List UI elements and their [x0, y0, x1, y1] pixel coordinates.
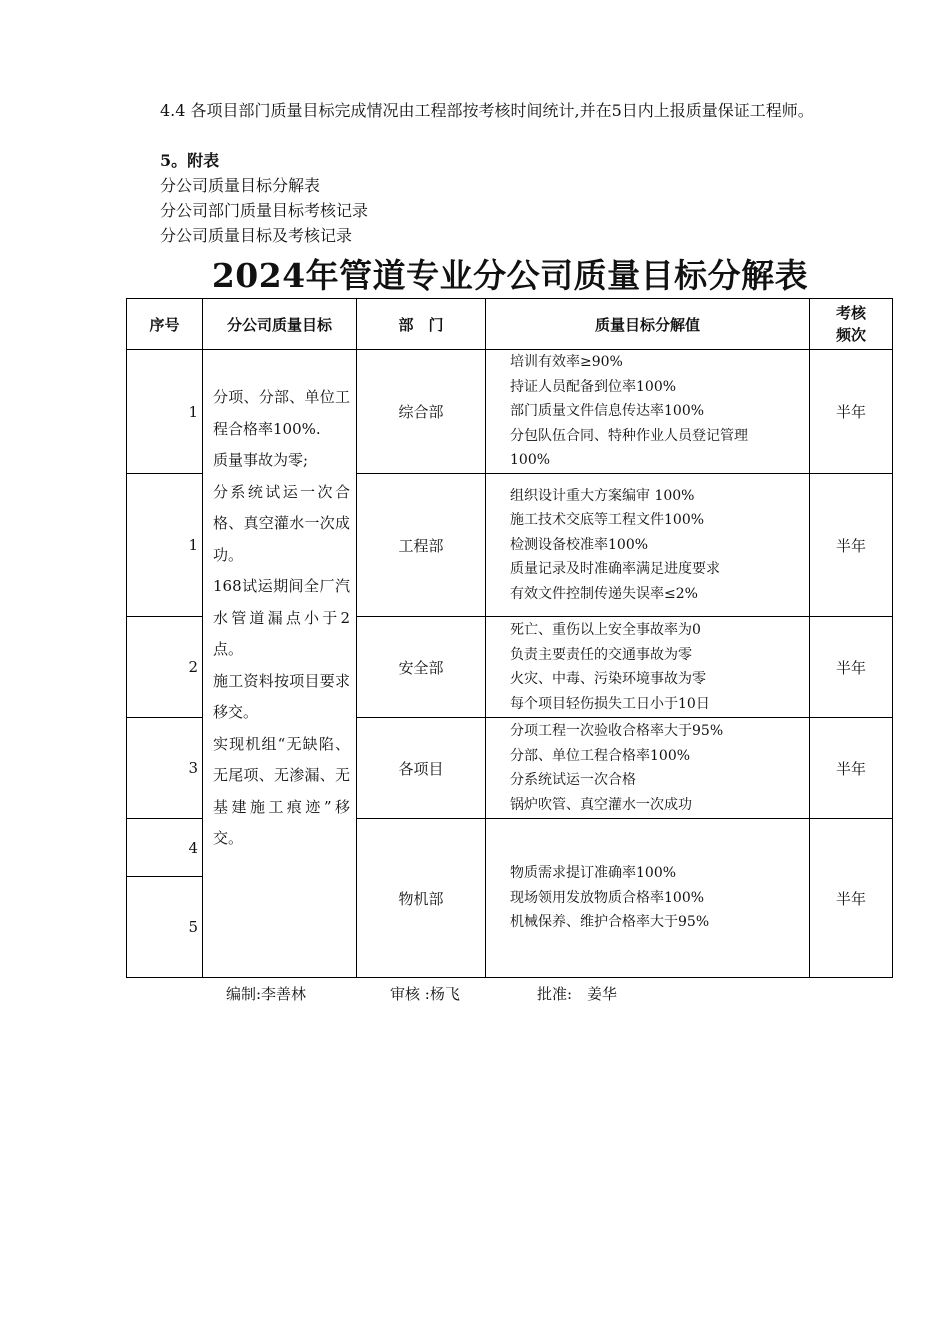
value-line: 检测设备校准率100% — [510, 536, 649, 553]
row-seq: 1 — [127, 474, 203, 617]
reviewed-by: 审核 :杨飞 — [390, 985, 460, 1003]
row-dept: 工程部 — [357, 474, 486, 617]
goal-line: 分系统试运一次合格、真空灌水一次成功。 — [213, 482, 350, 564]
paragraph-4-4: 4.4 各项目部门质量目标完成情况由工程部按考核时间统计,并在5日内上报质量保证工程师。 — [160, 101, 814, 120]
appendix-heading: 5。附表 — [160, 151, 220, 170]
row-dept: 安全部 — [357, 617, 486, 718]
row-freq: 半年 — [810, 819, 893, 978]
compiled-by: 编制:李善林 — [226, 985, 307, 1003]
row-dept: 综合部 — [357, 350, 486, 474]
row-seq: 1 — [127, 350, 203, 474]
header-dept: 部 门 — [357, 299, 486, 350]
goal-line: 168试运期间全厂汽水管道漏点小于2点。 — [213, 577, 350, 658]
row-dept: 物机部 — [357, 819, 486, 978]
row-values — [486, 819, 810, 978]
value-line: 分项工程一次验收合格率大于95% — [510, 723, 724, 739]
row-freq: 半年 — [810, 718, 893, 819]
header-values: 质量目标分解值 — [486, 299, 810, 350]
value-line: 100% — [510, 452, 551, 469]
row-seq: 4 — [127, 819, 203, 877]
value-line: 现场领用发放物质合格率100% — [510, 889, 705, 906]
value-line: 负责主要责任的交通事故为零 — [510, 646, 692, 663]
goal-line: 质量事故为零; — [213, 451, 309, 469]
row-freq: 半年 — [810, 617, 893, 718]
value-line: 机械保养、维护合格率大于95% — [510, 914, 710, 931]
header-seq: 序号 — [127, 299, 203, 350]
header-freq-line2: 频次 — [835, 326, 866, 344]
row-values — [486, 617, 810, 718]
row-freq: 半年 — [810, 350, 893, 474]
value-line: 部门质量文件信息传达率100% — [510, 403, 705, 420]
table-title: 2024年管道专业分公司质量目标分解表 — [211, 256, 809, 295]
value-line: 每个项目轻伤损失工日小于10日 — [510, 695, 710, 712]
value-line: 分包队伍合同、特种作业人员登记管理 — [510, 427, 748, 444]
header-freq — [810, 299, 893, 350]
row-freq: 半年 — [810, 474, 893, 617]
appendix-item-3: 分公司质量目标及考核记录 — [160, 226, 353, 245]
row-seq: 2 — [127, 617, 203, 718]
value-line: 锅炉吹管、真空灌水一次成功 — [510, 796, 692, 813]
quality-objective-table — [126, 298, 893, 978]
approved-by: 批准: 姜华 — [537, 985, 618, 1003]
goal-line: 实现机组“无缺陷、无尾项、无渗漏、无基建施工痕迹”移交。 — [213, 734, 350, 847]
value-line: 死亡、重伤以上安全事故率为0 — [510, 622, 701, 638]
table-row — [127, 350, 893, 474]
value-line: 组织设计重大方案编审 100% — [510, 487, 695, 504]
goal-line: 施工资料按项目要求移交。 — [213, 671, 350, 721]
header-goal: 分公司质量目标 — [203, 299, 357, 350]
value-line: 火灾、中毒、污染环境事故为零 — [510, 671, 706, 687]
value-line: 持证人员配备到位率100% — [510, 378, 677, 395]
value-line: 培训有效率≥90% — [510, 354, 623, 371]
value-line: 物质需求提订准确率100% — [510, 865, 677, 882]
row-seq: 5 — [127, 877, 203, 978]
header-freq-line1: 考核 — [835, 304, 866, 322]
row-values — [486, 718, 810, 819]
row-seq: 3 — [127, 718, 203, 819]
row-values — [486, 474, 810, 617]
value-line: 施工技术交底等工程文件100% — [510, 512, 705, 529]
appendix-item-2: 分公司部门质量目标考核记录 — [160, 201, 369, 220]
appendix-item-1: 分公司质量目标分解表 — [160, 176, 321, 195]
value-line: 质量记录及时准确率满足进度要求 — [510, 561, 720, 578]
value-line: 分部、单位工程合格率100% — [510, 747, 691, 764]
value-line: 分系统试运一次合格 — [510, 772, 636, 788]
goal-line: 分项、分部、单位工程合格率100%. — [213, 388, 350, 438]
value-line: 有效文件控制传递失误率≤2% — [510, 585, 698, 602]
company-goal-cell — [203, 350, 357, 978]
row-values — [486, 350, 810, 474]
table-header-row — [127, 299, 893, 350]
row-dept: 各项目 — [357, 718, 486, 819]
